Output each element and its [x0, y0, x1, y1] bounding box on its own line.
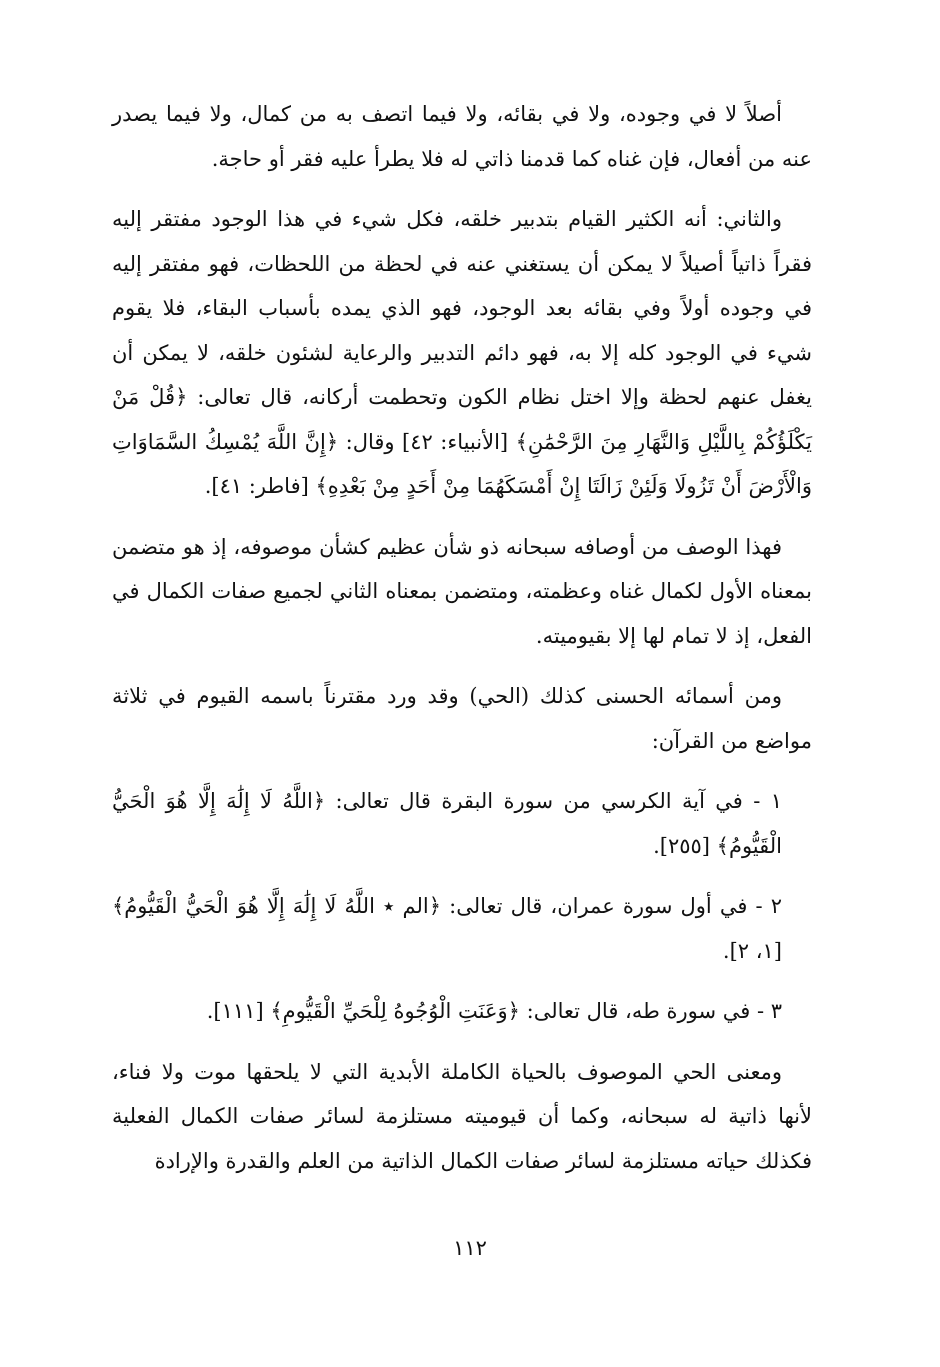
list-item: ٣ - في سورة طه، قال تعالى: ﴿وَعَنَتِ الْوُجُوهُ لِلْحَيِّ الْقَيُّومِ﴾ [١١١]. — [206, 999, 782, 1023]
paragraph: أصلاً لا في وجوده، ولا في بقائه، ولا فيما اتصف به من كمال، ولا فيما يصدر عنه من أفعال، فإن غناه كما قدمنا ذاتي له فلا يطرأ عليه فقر أو حاجة. — [112, 102, 812, 171]
page-body — [112, 92, 812, 1183]
paragraph: فهذا الوصف من أوصافه سبحانه ذو شأن عظيم كشأن موصوفه، إذ هو متضمن بمعناه الأول لكمال غناه وعظمته، ومتضمن بمعناه الثاني لجميع صفات الكمال في الفعل، إذ لا تمام لها إلا بقيوميته. — [112, 534, 812, 648]
list-item: ١ - في آية الكرسي من سورة البقرة قال تعالى: ﴿اللَّهُ لَا إِلَٰهَ إِلَّا هُوَ الْحَيُّ الْقَيُّومُ﴾ [٢٥٥]. — [112, 789, 782, 858]
paragraph: والثاني: أنه الكثير القيام بتدبير خلقه، فكل شيء في هذا الوجود مفتقر إليه فقراً ذاتياً أصيلاً لا يمكن أن يستغني عنه في لحظة من اللحظات، فهو مفتقر إليه في وجوده أولاً وفي بقائه بعد الوجود، فهو الذي يمده بأسباب البقاء، فلا يقوم شيء في الوجود كله إلا به، فهو دائم التدبير والرعاية لشئون خلقه، لا يمكن أن يغفل عنهم لحظة وإلا اختل نظام الكون وتحطمت أركانه، قال تعالى: ﴿قُلْ مَنْ يَكْلَؤُكُمْ بِاللَّيْلِ وَالنَّهَارِ مِنَ الرَّحْمَٰنِ﴾ [الأنبياء: ٤٢] وقال: ﴿إِنَّ اللَّهَ يُمْسِكُ السَّمَاوَاتِ وَالْأَرْضَ أَنْ تَزُولَا وَلَئِنْ زَالَتَا إِنْ أَمْسَكَهُمَا مِنْ أَحَدٍ مِنْ بَعْدِهِ﴾ [فاطر: ٤١]. — [112, 207, 812, 498]
paragraph: ومن أسمائه الحسنى كذلك (الحي) وقد ورد مقترناً باسمه القيوم في ثلاثة مواضع من القرآن: — [112, 684, 812, 753]
page-number: ١١٢ — [453, 1236, 487, 1260]
paragraph: ومعنى الحي الموصوف بالحياة الكاملة الأبدية التي لا يلحقها موت ولا فناء، لأنها ذاتية له سبحانه، وكما أن قيوميته مستلزمة لسائر صفات الكمال الفعلية فكذلك حياته مستلزمة لسائر صفات الكمال الذاتية من العلم والقدرة والإرادة — [112, 1059, 812, 1173]
list-item: ٢ - في أول سورة عمران، قال تعالى: ﴿الم ٭ اللَّهُ لَا إِلَٰهَ إِلَّا هُوَ الْحَيُّ الْقَيُّومُ﴾ [١، ٢]. — [112, 894, 782, 963]
